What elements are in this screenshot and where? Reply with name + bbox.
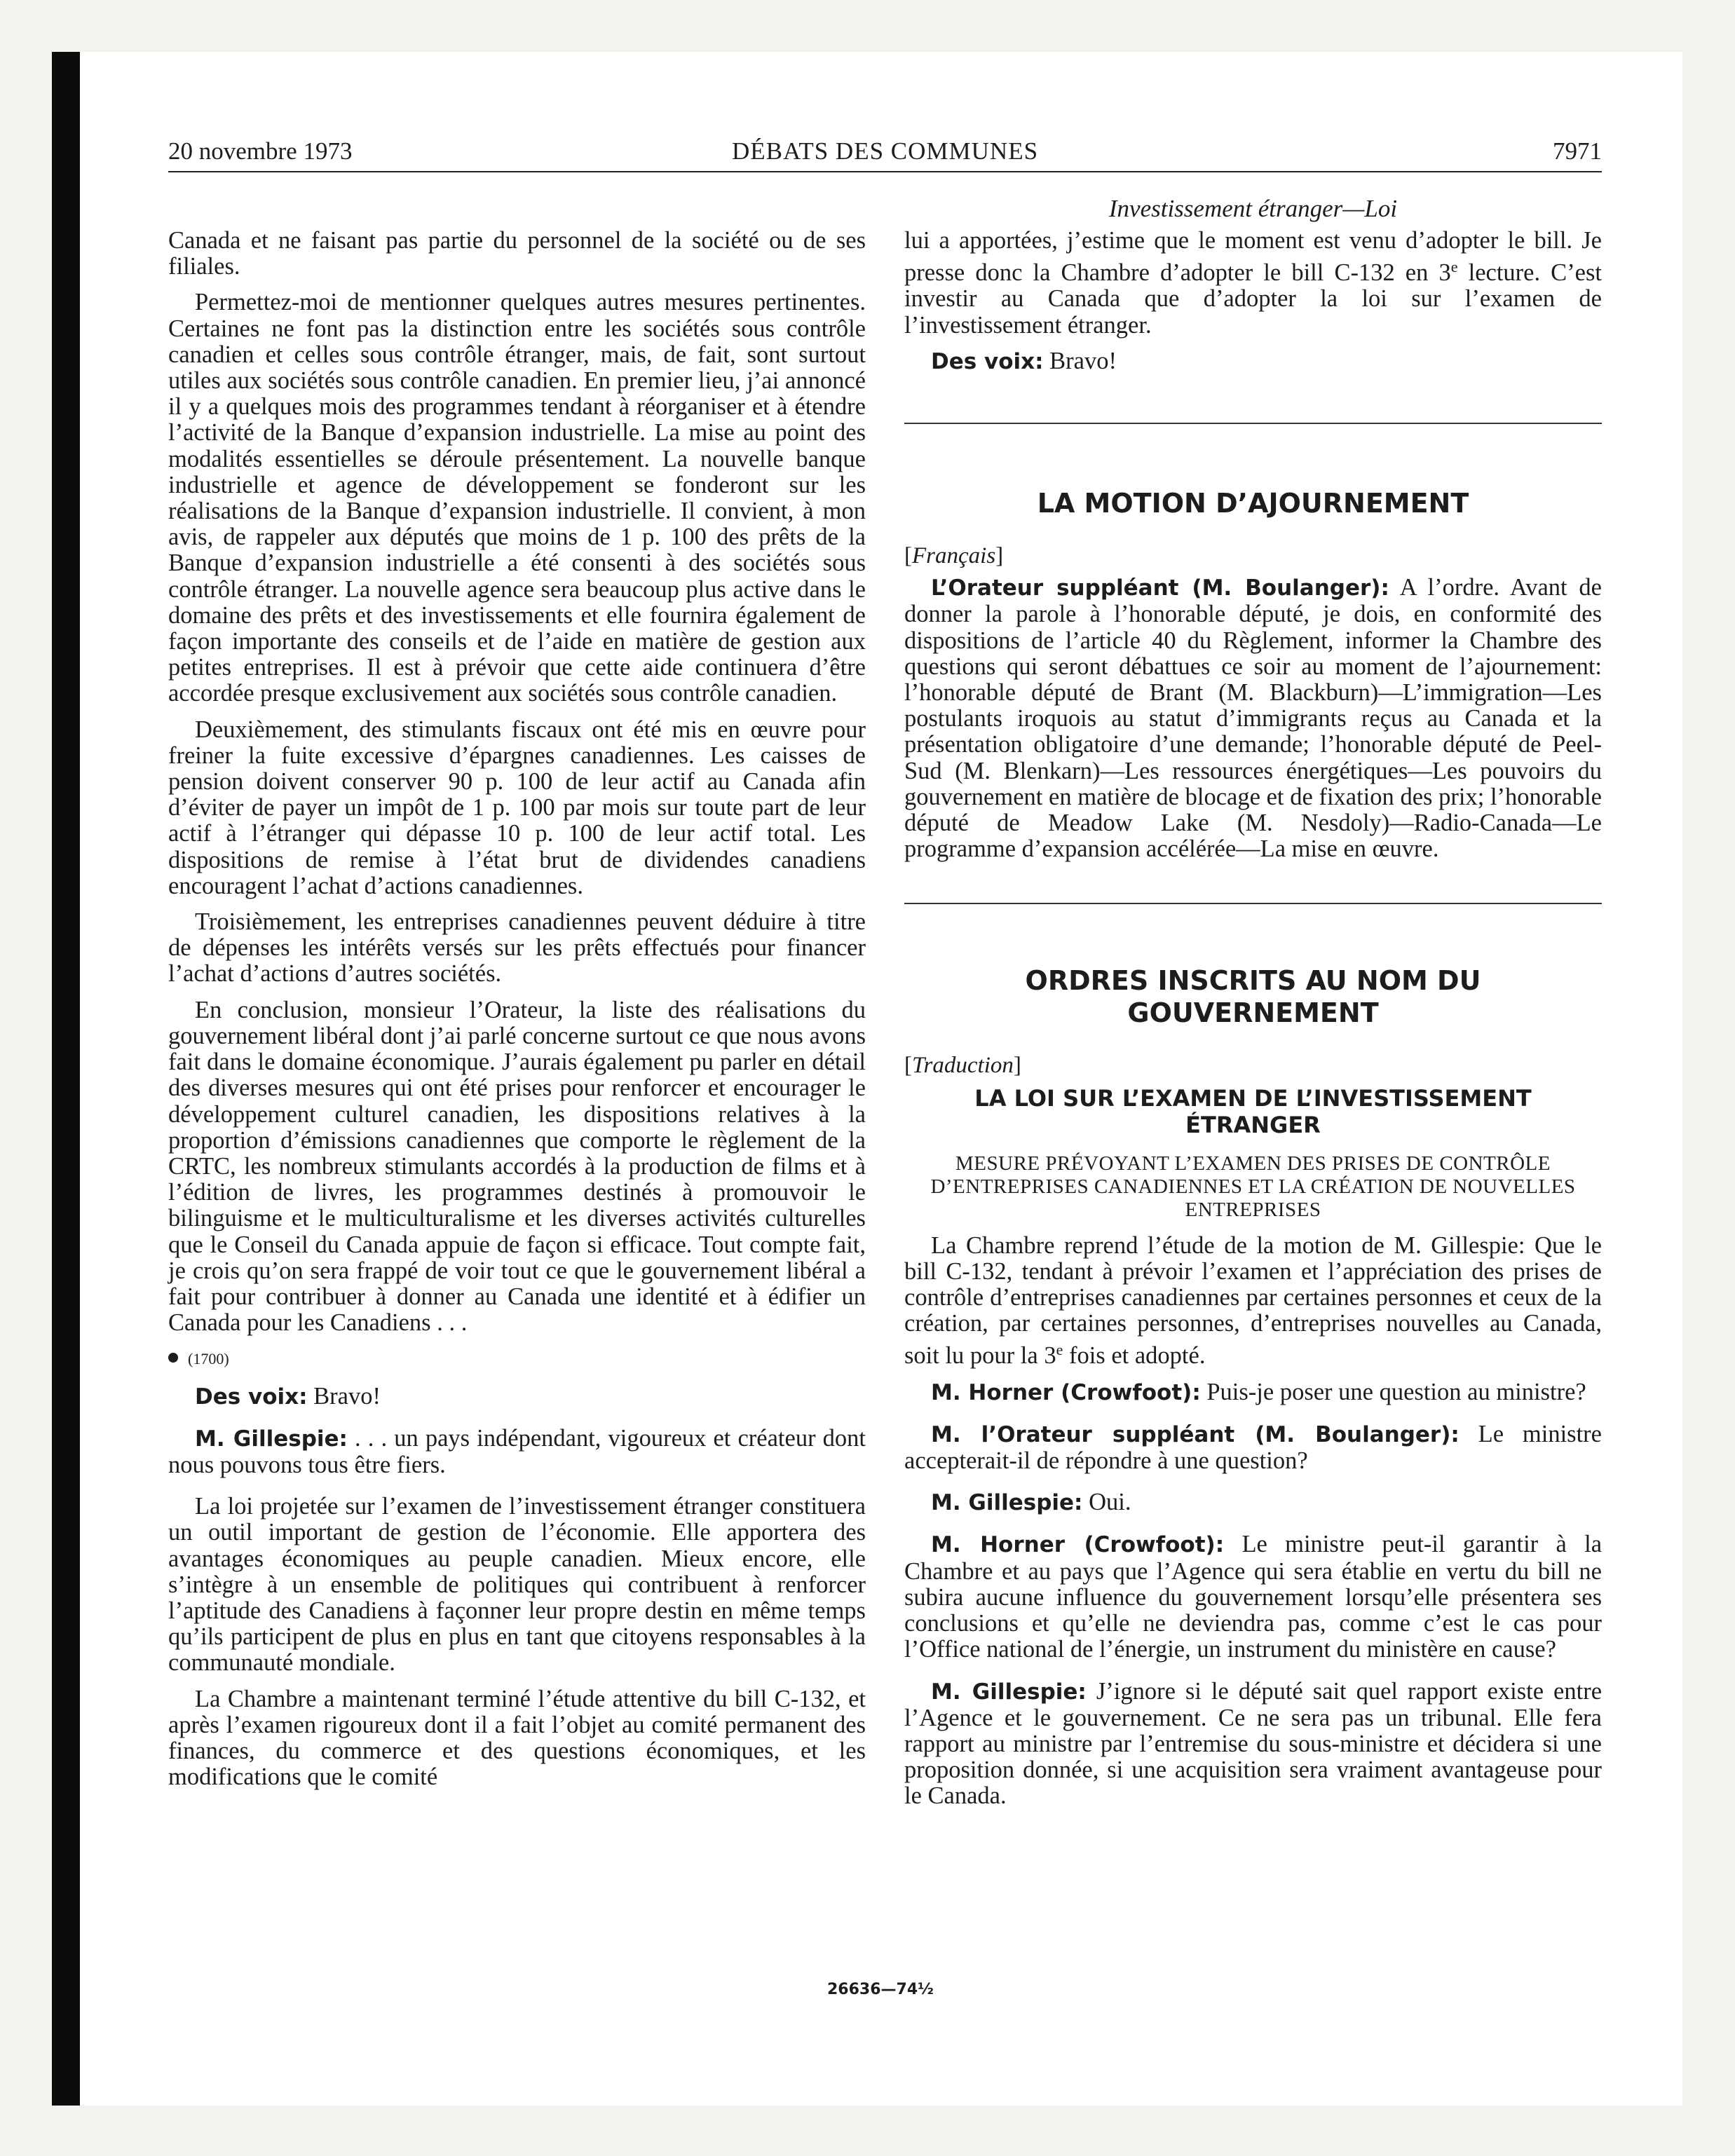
bill-title: LA LOI SUR L’EXAMEN DE L’INVESTISSEMENT ÉTRANGER [974, 1084, 1532, 1138]
paragraph [904, 1233, 1602, 1370]
subject-heading: Investissement étranger—Loi [1108, 195, 1398, 222]
speaker-name: Des voix: [195, 1384, 308, 1410]
speech-text: Bravo! [1049, 347, 1117, 374]
speech-text: J’ignore si le député sait quel rapport existe entre l’Agence et le gouvernement. Ce ne sera pas un tribunal. Elle fera rapport au ministre par l’entremise du sous-ministre et décidera si une proposition donnée, si une acquisition sera vraiment avantageuse pour le Canada. [904, 1677, 1603, 1810]
section-divider [904, 903, 1602, 904]
header-rule [168, 171, 1602, 172]
timestamp-text: (1700) [188, 1350, 229, 1368]
superscript: e [1450, 258, 1458, 276]
bill-subtitle: MESURE PRÉVOYANT L’EXAMEN DES PRISES DE CONTRÔLE D’ENTREPRISES CANADIENNES ET LA CRÉATION DE NOUVELLES ENTREPRISES [930, 1152, 1576, 1221]
timestamp-marker [168, 1346, 866, 1372]
speech-text: Le ministre accepterait-il de répondre à une question? [904, 1420, 1602, 1475]
paragraph: Permettez-moi de mentionner quelques autres mesures pertinentes. Certaines ne font pas la distinction entre les sociétés sous contrôle canadien et celles sous contrôle étranger, mais, de fait, sont surtout utiles aux sociétés sous contrôle canadien. En premier lieu, j’ai annoncé il y a quelques mois des programmes tendant à réorganiser et à étendre l’activité de la Banque d’expansion industrielle. La mise au point des modalités essentielles se déroule présentement. La nouvelle banque industrielle et agence de développement se fonderont sur les réalisations de la Banque d’expansion industrielle. Il convient, à mon avis, de rappeler aux députés que moins de 1 p. 100 des prêts de la Banque d’expansion industrielle a été consenti à des sociétés sous contrôle étranger. La nouvelle agence sera beaucoup plus active dans le domaine des prêts et des investissements et elle fournira également de façon importante des conseils et de l’aide en matière de gestion aux petites entreprises. Il est à prévoir que cette aide continuera d’être accordée presque exclusivement aux sociétés sous contrôle canadien. [168, 289, 866, 707]
paragraph: Deuxièmement, des stimulants fiscaux ont été mis en œuvre pour freiner la fuite excessive d’épargnes canadiennes. Les caisses de pension doivent conserver 90 p. 100 de leur actif au Canada afin d’éviter de payer un impôt de 1 p. 100 par mois sur toute part de leur actif à l’étranger qui dépasse 10 p. 100 de leur actif total. Les dispositions de remise à l’état brut de dividendes canadiens encouragent l’achat d’actions canadiennes. [168, 716, 866, 899]
bullet-icon [168, 1353, 178, 1363]
speaker-name: M. l’Orateur suppléant (M. Boulanger): [931, 1421, 1460, 1447]
speech [904, 1531, 1602, 1663]
paragraph: La loi projetée sur l’examen de l’investissement étranger constituera un outil important de gestion de l’économie. Elle apportera des avantages économiques au peuple canadien. Mieux encore, elle s’intègre à un ensemble de politiques qui contribuent à renforcer l’aptitude des Canadiens à façonner leur propre destin en même temps qu’ils participent de plus en plus en tant que citoyens responsables à la communauté mondiale. [168, 1493, 866, 1677]
paragraph-text: La Chambre reprend l’étude de la motion de M. Gillespie: Que le bill C-132, tendant à prévoir l’examen et l’appréciation des prises de contrôle d’entreprises canadiennes par certaines personnes et ceux de la création, par certaines personnes, d’entreprises nouvelles au Canada, soit lu pour la 3 [904, 1231, 1602, 1370]
speaker-name: M. Gillespie: [931, 1490, 1083, 1516]
speaker-name: L’Orateur suppléant (M. Boulanger): [931, 575, 1389, 601]
speech [904, 575, 1602, 862]
speech [168, 1426, 866, 1478]
paragraph [904, 228, 1602, 339]
header-title: DÉBATS DES COMMUNES [731, 137, 1039, 165]
section-title: ORDRES INSCRITS AU NOM DU GOUVERNEMENT [1025, 965, 1481, 1029]
paragraph-text: lecture. C’est investir au Canada que d’adopter la loi sur l’examen de l’investissement étranger. [904, 259, 1603, 339]
header-date: 20 novembre 1973 [168, 137, 353, 165]
speech-text: A l’ordre. Avant de donner la parole à l’honorable député, je dois, en conformité des dispositions de l’article 40 du Règlement, informer la Chambre des questions qui seront débattues ce soir au moment de l’ajournement: l’honorable député de Brant (M. Blackburn)—L’immigration—Les postulants iroquois au statut d’immigrants reçus au Canada et la présentation obligatoire d’une demande; l’honorable député de Peel-Sud (M. Blenkarn)—Les ressources énergétiques—Les pouvoirs du gouvernement en matière de blocage et de fixation des prix; l’honorable député de Meadow Lake (M. Nesdoly)—Radio-Canada—Le programme d’expansion accélérée—La mise en œuvre. [904, 574, 1602, 863]
section-divider [904, 423, 1602, 424]
speech-text: Bravo! [313, 1382, 381, 1410]
speech [904, 1679, 1602, 1810]
paragraph: Canada et ne faisant pas partie du personnel de la société ou de ses filiales. [168, 227, 866, 280]
speech-text: . . . un pays indépendant, vigoureux et créateur dont nous pouvons tous être fiers. [168, 1424, 866, 1478]
section-title: LA MOTION D’AJOURNEMENT [1037, 488, 1469, 519]
speech [904, 1421, 1602, 1474]
speaker-name: M. Horner (Crowfoot): [931, 1379, 1201, 1405]
superscript: e [1056, 1341, 1063, 1359]
speech-text: Puis-je poser une question au ministre? [1206, 1378, 1586, 1405]
left-column [168, 228, 866, 1800]
language-tag-text: Traduction [912, 1053, 1014, 1079]
language-tag: [Français] [904, 543, 1004, 569]
language-tag: [Traduction] [904, 1053, 1021, 1079]
speech [904, 348, 1602, 375]
paragraph: Troisièmement, les entreprises canadiennes peuvent déduire à titre de dépenses les intérêts versés sur les prêts effectués pour financer l’achat d’actions d’autres sociétés. [168, 908, 866, 988]
right-column [904, 228, 1602, 1825]
paragraph: En conclusion, monsieur l’Orateur, la liste des réalisations du gouvernement libéral dont j’ai parlé concerne surtout ce que nous avons fait dans le domaine économique. J’aurais également pu parler en détail des diverses mesures qui ont été prises pour renforcer et encourager le développement culturel canadien, les dispositions relatives à la proportion d’émissions canadiennes que comporte le règlement de la CRTC, les nombreux stimulants accordés à la production de films et à l’édition de livres, les programmes destinés à promouvoir le bilinguisme et le multiculturalisme et les diverses activités culturelles que le Conseil du Canada appuie de façon si efficace. Tout compte fait, je crois qu’on sera frappé de voir tout ce que le gouvernement libéral a fait pour contribuer à donner au Canada une identité et à édifier un Canada pour les Canadiens . . . [168, 996, 866, 1337]
scan-binding-edge [52, 52, 80, 2106]
speaker-name: M. Gillespie: [195, 1426, 348, 1452]
speech [168, 1384, 866, 1410]
speech [904, 1489, 1602, 1516]
speech-text: Le ministre peut-il garantir à la Chambre et au pays que l’Agence qui sera établie en vertu du bill ne subira aucune influence du gouvernement lorsqu’elle présentera ses conclusions et qu’elle ne deviendra pas, comme c’est le cas pour l’Office national de l’énergie, un instrument du ministère en cause? [904, 1531, 1603, 1663]
running-header [168, 137, 1602, 170]
speaker-name: M. Horner (Crowfoot): [931, 1532, 1225, 1558]
paragraph-text: fois et adopté. [1063, 1342, 1206, 1370]
header-page-number: 7971 [1553, 137, 1602, 165]
speech [904, 1379, 1602, 1406]
speaker-name: Des voix: [931, 348, 1044, 374]
paragraph: La Chambre a maintenant terminé l’étude attentive du bill C-132, et après l’examen rigoureux dont il a fait l’objet au comité permanent des finances, du commerce et des questions économiques, et les modifications que le comité [168, 1685, 866, 1791]
speech-text: Oui. [1089, 1489, 1131, 1516]
footer-code: 26636—74½ [827, 1981, 934, 1998]
paragraph-text: lui a apportées, j’estime que le moment est venu d’adopter le bill. Je presse donc la Chambre d’adopter le bill C-132 en 3 [904, 227, 1602, 287]
language-tag-text: Français [912, 543, 996, 569]
speaker-name: M. Gillespie: [931, 1679, 1087, 1705]
